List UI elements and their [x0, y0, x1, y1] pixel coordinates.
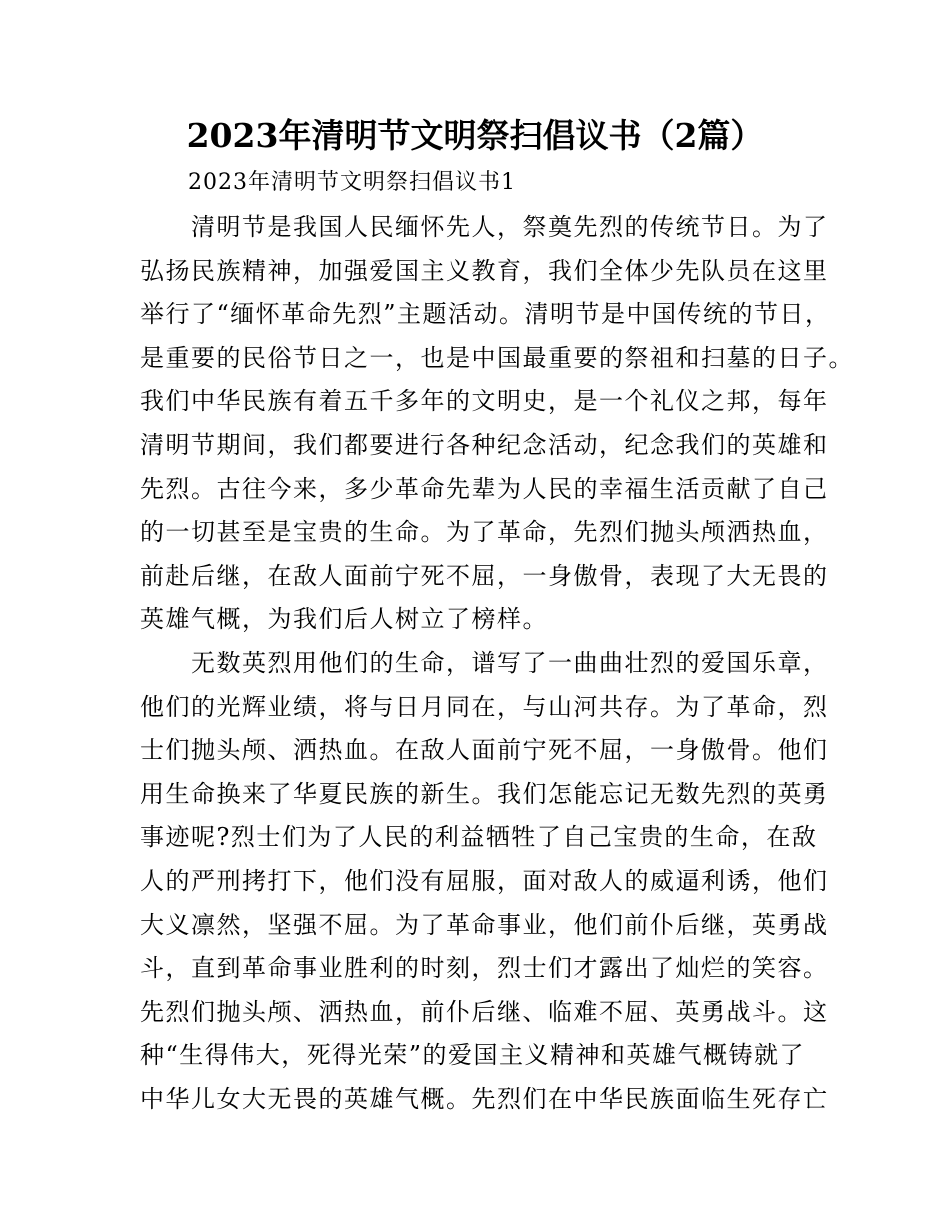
text-line: 人的严刑拷打下，他们没有屈服，面对敌人的威逼利诱，他们: [140, 866, 829, 895]
text-line: 清明节是我国人民缅怀先人，祭奠先烈的传统节日。为了: [140, 213, 829, 241]
text-line: 种“生得伟大，死得光荣”的爱国主义精神和英雄气概铸就了: [140, 1041, 806, 1070]
document-title: 2023年清明节文明祭扫倡议书（2篇）: [186, 116, 764, 155]
text-line: 先烈。古往今来，多少革命先辈为人民的幸福生活贡献了自己: [140, 474, 829, 503]
text-line: 弘扬民族精神，加强爱国主义教育，我们全体少先队员在这里: [140, 256, 829, 285]
text-line: 他们的光辉业绩，将与日月同在，与山河共存。为了革命，烈: [140, 692, 829, 721]
text-line: 大义凛然，坚强不屈。为了革命事业，他们前仆后继，英勇战: [140, 910, 829, 939]
text-line: 我们中华民族有着五千多年的文明史，是一个礼仪之邦，每年: [140, 387, 829, 416]
text-line: 事迹呢?烈士们为了人民的利益牺牲了自己宝贵的生命，在敌: [140, 823, 818, 852]
paragraph-1: [140, 206, 854, 642]
text-line: 先烈们抛头颅、洒热血，前仆后继、临难不屈、英勇战斗。这: [140, 997, 829, 1026]
text-line: 士们抛头颅、洒热血。在敌人面前宁死不屈，一身傲骨。他们: [140, 736, 829, 765]
text-line: 无数英烈用他们的生命，谱写了一曲曲壮烈的爱国乐章，: [140, 649, 829, 677]
text-line: 中华儿女大无畏的英雄气概。先烈们在中华民族面临生死存亡: [140, 1084, 829, 1113]
text-line: 斗，直到革命事业胜利的时刻，烈士们才露出了灿烂的笑容。: [140, 954, 829, 983]
text-line: 是重要的民俗节日之一，也是中国最重要的祭祖和扫墓的日子。: [140, 343, 854, 372]
text-line: 英雄气概，为我们后人树立了榜样。: [140, 605, 548, 634]
text-line: 的一切甚至是宝贵的生命。为了革命，先烈们抛头颅洒热血，: [140, 518, 829, 547]
document-subtitle: 2023年清明节文明祭扫倡议书1: [188, 170, 516, 195]
paragraph-2: [140, 642, 830, 1122]
text-line: 前赴后继，在敌人面前宁死不屈，一身傲骨，表现了大无畏的: [140, 561, 829, 590]
text-line: 清明节期间，我们都要进行各种纪念活动，纪念我们的英雄和: [140, 430, 829, 459]
text-line: 用生命换来了华夏民族的新生。我们怎能忘记无数先烈的英勇: [140, 779, 829, 808]
text-line: 举行了“缅怀革命先烈”主题活动。清明节是中国传统的节日，: [140, 300, 831, 329]
